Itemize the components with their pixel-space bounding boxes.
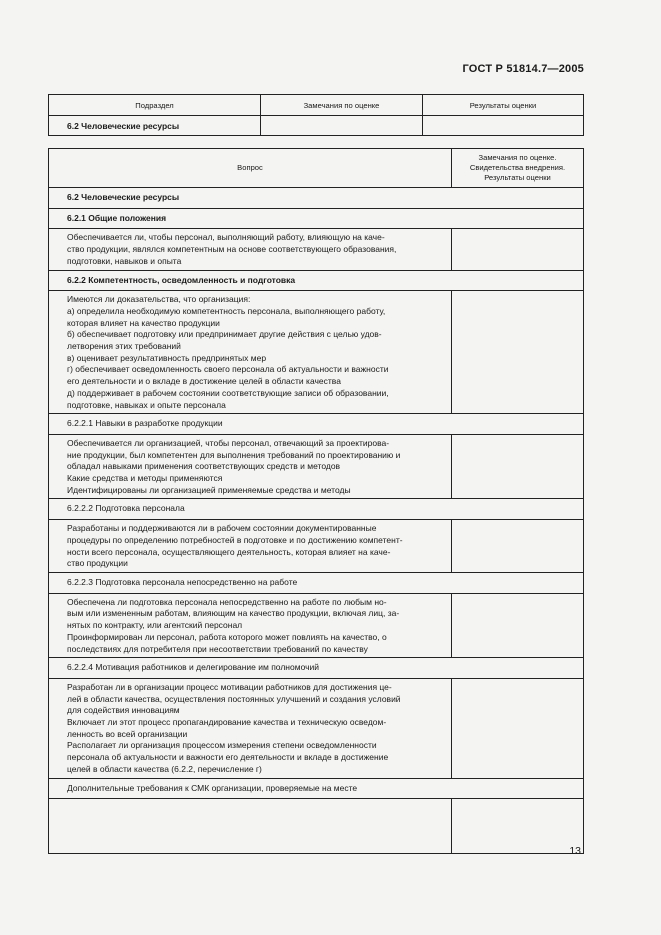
question-line: Обеспечена ли подготовка персонала непосредственно на работе по любым но- bbox=[67, 596, 387, 607]
question-line: Идентифицированы ли организацией применяемые средства и методы bbox=[67, 484, 351, 495]
question-line: летворения этих требований bbox=[67, 341, 181, 352]
page-number: 13 bbox=[569, 845, 581, 857]
empty-question-cell bbox=[49, 799, 452, 854]
question-line: последствиях для потребителя при несоответствии требований по качеству bbox=[67, 643, 368, 654]
question-line: его деятельности и о вкладе в достижение целей в области качества bbox=[67, 376, 341, 387]
header-line: Свидетельства внедрения. bbox=[469, 162, 566, 172]
subsection-heading: 6.2.2.1 Навыки в разработке продукции bbox=[49, 414, 584, 435]
subsection-cell: 6.2 Человеческие ресурсы bbox=[49, 116, 261, 136]
header-line: Замечания по оценке. bbox=[478, 152, 557, 162]
question-line: ство продукции bbox=[67, 558, 128, 569]
questions-table bbox=[48, 148, 584, 854]
question-line: вым или измененным работам, влияющим на качество продукции, включая лиц, за- bbox=[67, 608, 400, 619]
question-line: в) оценивает результативность предпринятых мер bbox=[67, 352, 267, 363]
question-line: Проинформирован ли персонал, работа которого может повлиять на качество, о bbox=[67, 631, 387, 642]
question-line: ности всего персонала, осуществляющего деятельность, которая влияет на каче- bbox=[67, 546, 391, 557]
question-line: Какие средства и методы применяются bbox=[67, 473, 223, 484]
subsection-table bbox=[48, 94, 584, 136]
answer-cell bbox=[452, 678, 584, 778]
question-line: г) обеспечивает осведомленность своего персонала об актуальности и важности bbox=[67, 364, 389, 375]
col-remarks: Замечания по оценке bbox=[261, 95, 423, 116]
question-cell bbox=[49, 593, 452, 658]
col-results: Результаты оценки bbox=[423, 95, 584, 116]
question-line: Обеспечивается ли, чтобы персонал, выполняющий работу, влияющую на каче- bbox=[67, 232, 385, 243]
question-line: Включает ли этот процесс пропагандирование качества и техническую осведом- bbox=[67, 717, 387, 728]
answer-cell bbox=[452, 799, 584, 854]
section-heading: 6.2 Человеческие ресурсы bbox=[49, 188, 584, 209]
question-line: Располагает ли организация процессом измерения степени осведомленности bbox=[67, 740, 377, 751]
remarks-cell bbox=[261, 116, 423, 136]
col-subsection: Подраздел bbox=[49, 95, 261, 116]
question-line: Обеспечивается ли организацией, чтобы персонал, отвечающий за проектирова- bbox=[67, 437, 390, 448]
col-question: Вопрос bbox=[49, 149, 452, 188]
question-cell bbox=[49, 520, 452, 573]
question-line: ленность во всей организации bbox=[67, 728, 188, 739]
answer-cell bbox=[452, 229, 584, 270]
question-line: процедуры по определению потребностей в подготовке и по достижению компетент- bbox=[67, 534, 403, 545]
question-line: лей в области качества, осуществления постоянных улучшений и создания условий bbox=[67, 693, 401, 704]
question-cell bbox=[49, 678, 452, 778]
question-line: б) обеспечивает подготовку или предпринимает другие действия с целью удов- bbox=[67, 329, 382, 340]
answer-cell bbox=[452, 593, 584, 658]
question-line: целей в области качества (6.2.2, перечисление г) bbox=[67, 763, 262, 774]
subsection-heading: 6.2.2.4 Мотивация работников и делегирование им полномочий bbox=[49, 658, 584, 679]
question-line: Разработан ли в организации процесс мотивации работников для достижения це- bbox=[67, 681, 392, 692]
question-line: а) определила необходимую компетентность персонала, выполняющего работу, bbox=[67, 305, 386, 316]
question-line: Разработаны и поддерживаются ли в рабочем состоянии документированные bbox=[67, 523, 377, 534]
question-line: Имеются ли доказательства, что организация: bbox=[67, 294, 251, 305]
question-cell bbox=[49, 434, 452, 499]
question-line: д) поддерживает в рабочем состоянии соответствующие записи об образовании, bbox=[67, 387, 389, 398]
question-line: подготовки, навыков и опыта bbox=[67, 255, 182, 266]
question-line: обладал навыками применения соответствующих средств и методов bbox=[67, 461, 341, 472]
question-line: для содействия инновациям bbox=[67, 705, 180, 716]
subsection-heading: 6.2.2.3 Подготовка персонала непосредственно на работе bbox=[49, 572, 584, 593]
section-heading: 6.2.2 Компетентность, осведомленность и подготовка bbox=[49, 270, 584, 291]
answer-cell bbox=[452, 520, 584, 573]
header-line: Результаты оценки bbox=[484, 173, 551, 183]
additional-requirements-heading: Дополнительные требования к СМК организации, проверяемые на месте bbox=[49, 778, 584, 799]
question-line: ние продукции, был компетентен для выполнения требований по проектированию и bbox=[67, 449, 401, 460]
section-heading: 6.2.1 Общие положения bbox=[49, 208, 584, 229]
question-line: которая влияет на качество продукции bbox=[67, 317, 220, 328]
question-line: ство продукции, являлся компетентным на основе соответствующего образования, bbox=[67, 244, 397, 255]
question-cell bbox=[49, 291, 452, 414]
question-line: подготовке, навыках и опыте персонала bbox=[67, 399, 226, 410]
question-line: нятых по контракту, или агентский персонал bbox=[67, 620, 243, 631]
standard-designation: ГОСТ Р 51814.7—2005 bbox=[462, 63, 584, 75]
question-line: персонала об актуальности и важности его деятельности и вкладе в достижение bbox=[67, 752, 389, 763]
question-cell bbox=[49, 229, 452, 270]
results-cell bbox=[423, 116, 584, 136]
answer-cell bbox=[452, 434, 584, 499]
subsection-heading: 6.2.2.2 Подготовка персонала bbox=[49, 499, 584, 520]
col-remarks-evidence bbox=[452, 149, 584, 188]
answer-cell bbox=[452, 291, 584, 414]
